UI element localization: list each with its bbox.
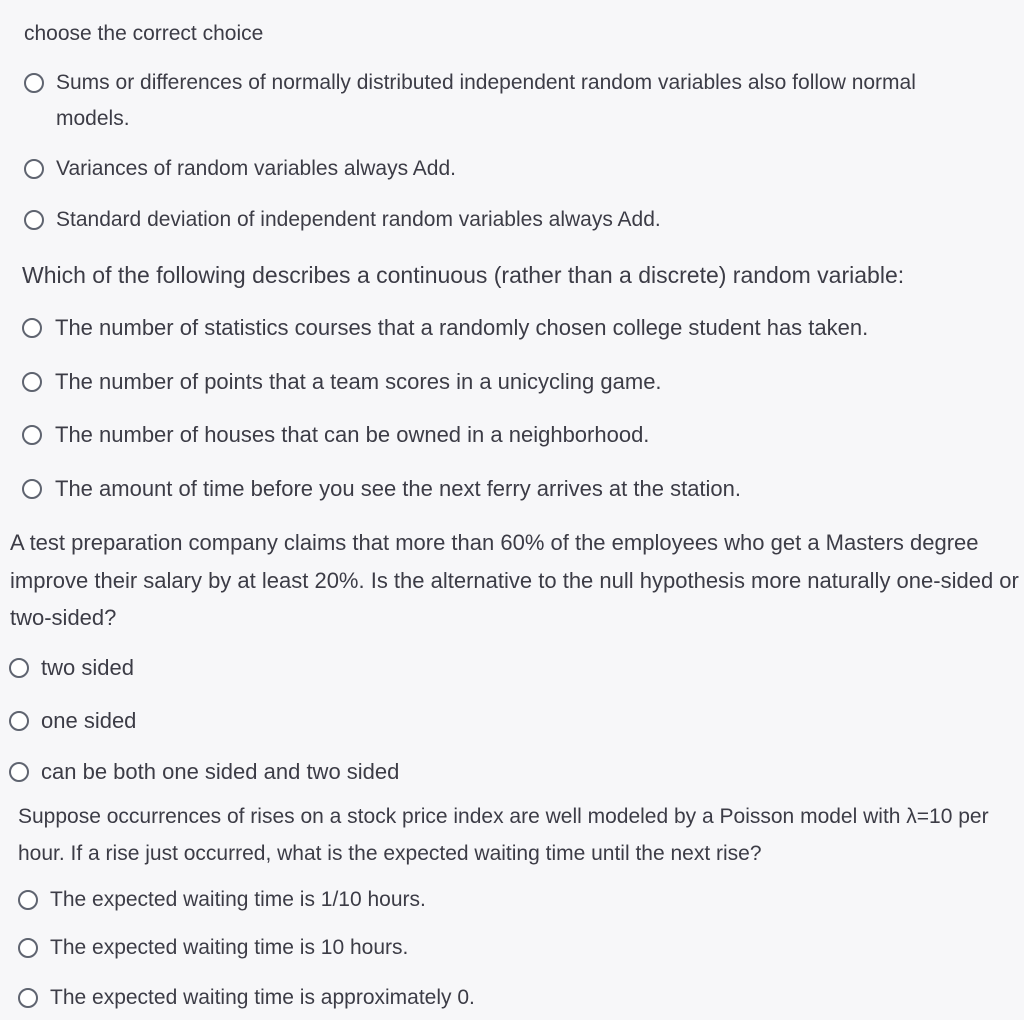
option-label: The expected waiting time is approximately 0. bbox=[50, 986, 475, 1009]
question-3-option-1[interactable] bbox=[9, 650, 134, 686]
question-3-prompt: A test preparation company claims that more than 60% of the employees who get a Masters degree improve their salary by at least 20%. Is the alternative to the null hypothesis more naturally one-sided or two-sided? bbox=[10, 530, 1019, 630]
question-4-option-3[interactable] bbox=[18, 980, 475, 1016]
option-label: The amount of time before you see the next ferry arrives at the station. bbox=[55, 476, 742, 501]
question-1-option-1[interactable] bbox=[24, 65, 986, 137]
radio-button-icon[interactable] bbox=[24, 159, 44, 179]
option-label: The number of points that a team scores in a unicycling game. bbox=[55, 369, 662, 394]
radio-button-icon[interactable] bbox=[24, 210, 44, 230]
question-1-option-2[interactable] bbox=[24, 151, 986, 187]
radio-button-icon[interactable] bbox=[9, 658, 29, 678]
question-1-option-3[interactable] bbox=[24, 202, 986, 238]
radio-button-icon[interactable] bbox=[18, 890, 38, 910]
option-label: Variances of random variables always Add. bbox=[56, 157, 456, 180]
option-label: The expected waiting time is 1/10 hours. bbox=[50, 888, 426, 911]
question-1-prompt: choose the correct choice bbox=[24, 22, 264, 45]
radio-button-icon[interactable] bbox=[9, 711, 29, 731]
option-label: can be both one sided and two sided bbox=[41, 759, 400, 784]
radio-button-icon[interactable] bbox=[9, 762, 29, 782]
question-3-option-2[interactable] bbox=[9, 703, 136, 739]
option-label: one sided bbox=[41, 708, 137, 733]
option-label: The number of houses that can be owned in a neighborhood. bbox=[55, 422, 650, 447]
question-2-option-2[interactable] bbox=[22, 364, 662, 400]
radio-button-icon[interactable] bbox=[22, 372, 42, 392]
question-4-option-2[interactable] bbox=[18, 930, 408, 966]
option-label: Standard deviation of independent random variables always Add. bbox=[56, 208, 661, 231]
option-label: The expected waiting time is 10 hours. bbox=[50, 936, 409, 959]
radio-button-icon[interactable] bbox=[18, 938, 38, 958]
option-label: Sums or differences of normally distributed independent random variables also follow normal models. bbox=[56, 71, 916, 130]
radio-button-icon[interactable] bbox=[22, 425, 42, 445]
option-label: two sided bbox=[41, 655, 134, 680]
question-2-option-4[interactable] bbox=[22, 471, 741, 507]
question-4-prompt: Suppose occurrences of rises on a stock price index are well modeled by a Poisson model with λ=10 per hour. If a rise just occurred, what is the expected waiting time until the next rise? bbox=[18, 805, 989, 865]
radio-button-icon[interactable] bbox=[22, 479, 42, 499]
radio-button-icon[interactable] bbox=[18, 988, 38, 1008]
question-4-option-1[interactable] bbox=[18, 882, 426, 918]
question-2-option-1[interactable] bbox=[22, 310, 868, 346]
question-3-option-3[interactable] bbox=[9, 754, 399, 790]
radio-button-icon[interactable] bbox=[24, 73, 44, 93]
radio-button-icon[interactable] bbox=[22, 318, 42, 338]
question-2-option-3[interactable] bbox=[22, 417, 649, 453]
option-label: The number of statistics courses that a randomly chosen college student has taken. bbox=[55, 315, 869, 340]
question-2-prompt: Which of the following describes a continuous (rather than a discrete) random variable: bbox=[22, 262, 905, 288]
